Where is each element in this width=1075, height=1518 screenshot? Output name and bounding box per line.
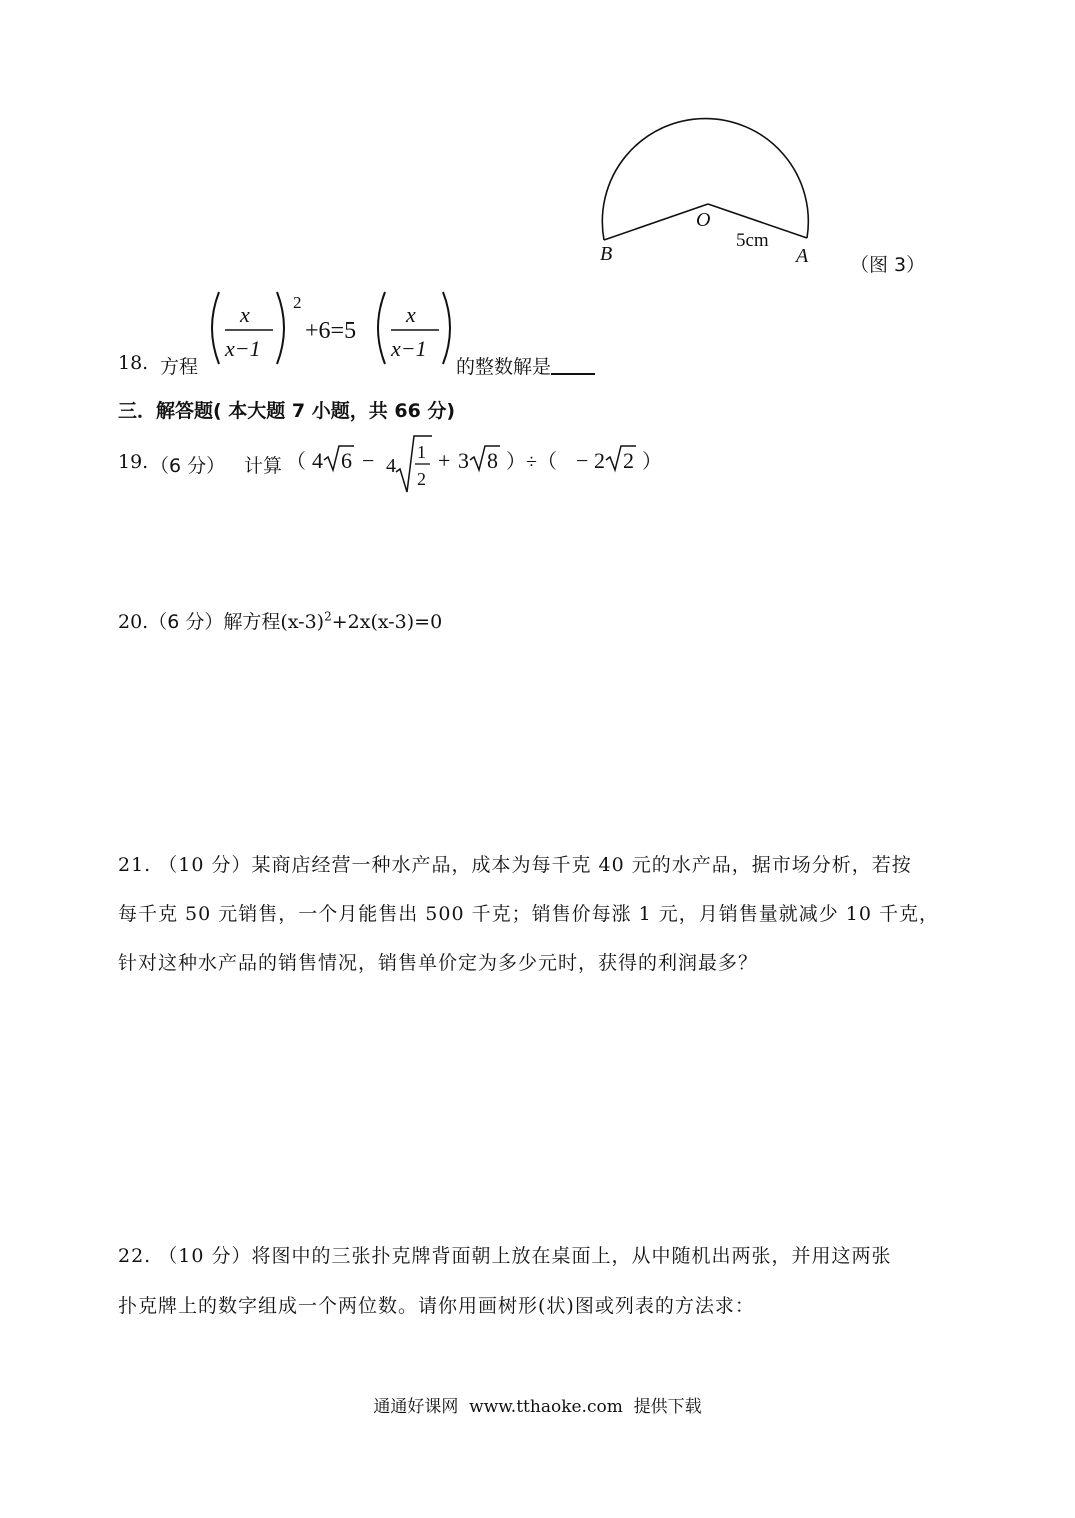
q19-points: （6 分） xyxy=(150,455,226,477)
figure-caption: （图 3） xyxy=(850,254,926,276)
q19-t4-rad: 2 xyxy=(623,448,634,473)
label-O: O xyxy=(696,209,711,231)
q19-t4-coef: 2 xyxy=(594,448,605,473)
q18-number: 18. xyxy=(118,352,149,374)
q20-text: 解方程(x-3) xyxy=(223,611,325,633)
q20-points: （6 分） xyxy=(148,611,224,633)
q19-t2-coef: 4 xyxy=(386,455,396,477)
sector-figure xyxy=(590,92,830,272)
q19-t3-coef: 3 xyxy=(458,448,469,473)
q19-t2-num: 1 xyxy=(417,442,426,462)
q18-frac1-num: x xyxy=(240,302,250,327)
q22-line1: 22. （10 分）将图中的三张扑克牌背面朝上放在桌面上，从中随机出两张，并用这两张 xyxy=(118,1245,892,1267)
q21-line3: 针对这种水产品的销售情况，销售单价定为多少元时，获得的利润最多？ xyxy=(118,952,759,974)
q19-expression xyxy=(286,432,676,498)
q19-number: 19. xyxy=(118,451,149,473)
q20-text2: +2x(x-3)=0 xyxy=(331,611,443,633)
q18-frac2-num: x xyxy=(406,302,416,327)
q22-line2: 扑克牌上的数字组成一个两位数。请你用画树形(状)图或列表的方法求： xyxy=(118,1295,755,1317)
label-B: B xyxy=(600,243,613,265)
radius-OB xyxy=(604,204,711,240)
q19-t4-minus: − xyxy=(576,448,589,473)
label-A: A xyxy=(796,245,809,267)
q21-line2: 每千克 50 元销售，一个月能售出 500 千克；销售价每涨 1 元，月销售量就减少 10 千克， xyxy=(118,903,940,925)
q18-prefix: 方程 xyxy=(160,356,199,378)
q18-equation xyxy=(205,286,460,376)
q19-rparen: ） xyxy=(642,451,662,473)
q19-verb: 计算 xyxy=(244,455,283,477)
page-footer: 通通好课网 www.tthaoke.com 提供下载 xyxy=(373,1397,702,1417)
q20-number: 20. xyxy=(118,611,149,633)
q18-answer-blank xyxy=(551,357,595,375)
q18-mid: +6=5 xyxy=(305,318,357,344)
q20-exponent: 2 xyxy=(324,609,332,624)
q18-frac1-den: x−1 xyxy=(225,336,261,361)
q20-line xyxy=(118,607,442,634)
q19-div: ）÷（ xyxy=(506,451,557,473)
q19-t2-den: 2 xyxy=(417,469,426,489)
q19-t3-rad: 8 xyxy=(487,448,498,473)
q21-line1: 21. （10 分）某商店经营一种水产品，成本为每千克 40 元的水产品，据市场分析，若按 xyxy=(118,854,912,876)
q19-t1-coef: 4 xyxy=(312,448,323,473)
radius-label: 5cm xyxy=(736,230,769,251)
q18-frac2-den: x−1 xyxy=(391,336,427,361)
q19-plus: + xyxy=(438,448,451,473)
q19-minus: − xyxy=(362,448,375,473)
q19-t1-rad: 6 xyxy=(341,448,352,473)
q18-suffix xyxy=(456,352,595,379)
q18-exponent: 2 xyxy=(293,293,302,312)
q18-suffix-text: 的整数解是 xyxy=(456,356,552,378)
q19-lparen: （ xyxy=(286,451,306,473)
section3-title: 三．解答题( 本大题 7 小题，共 66 分) xyxy=(118,400,456,422)
